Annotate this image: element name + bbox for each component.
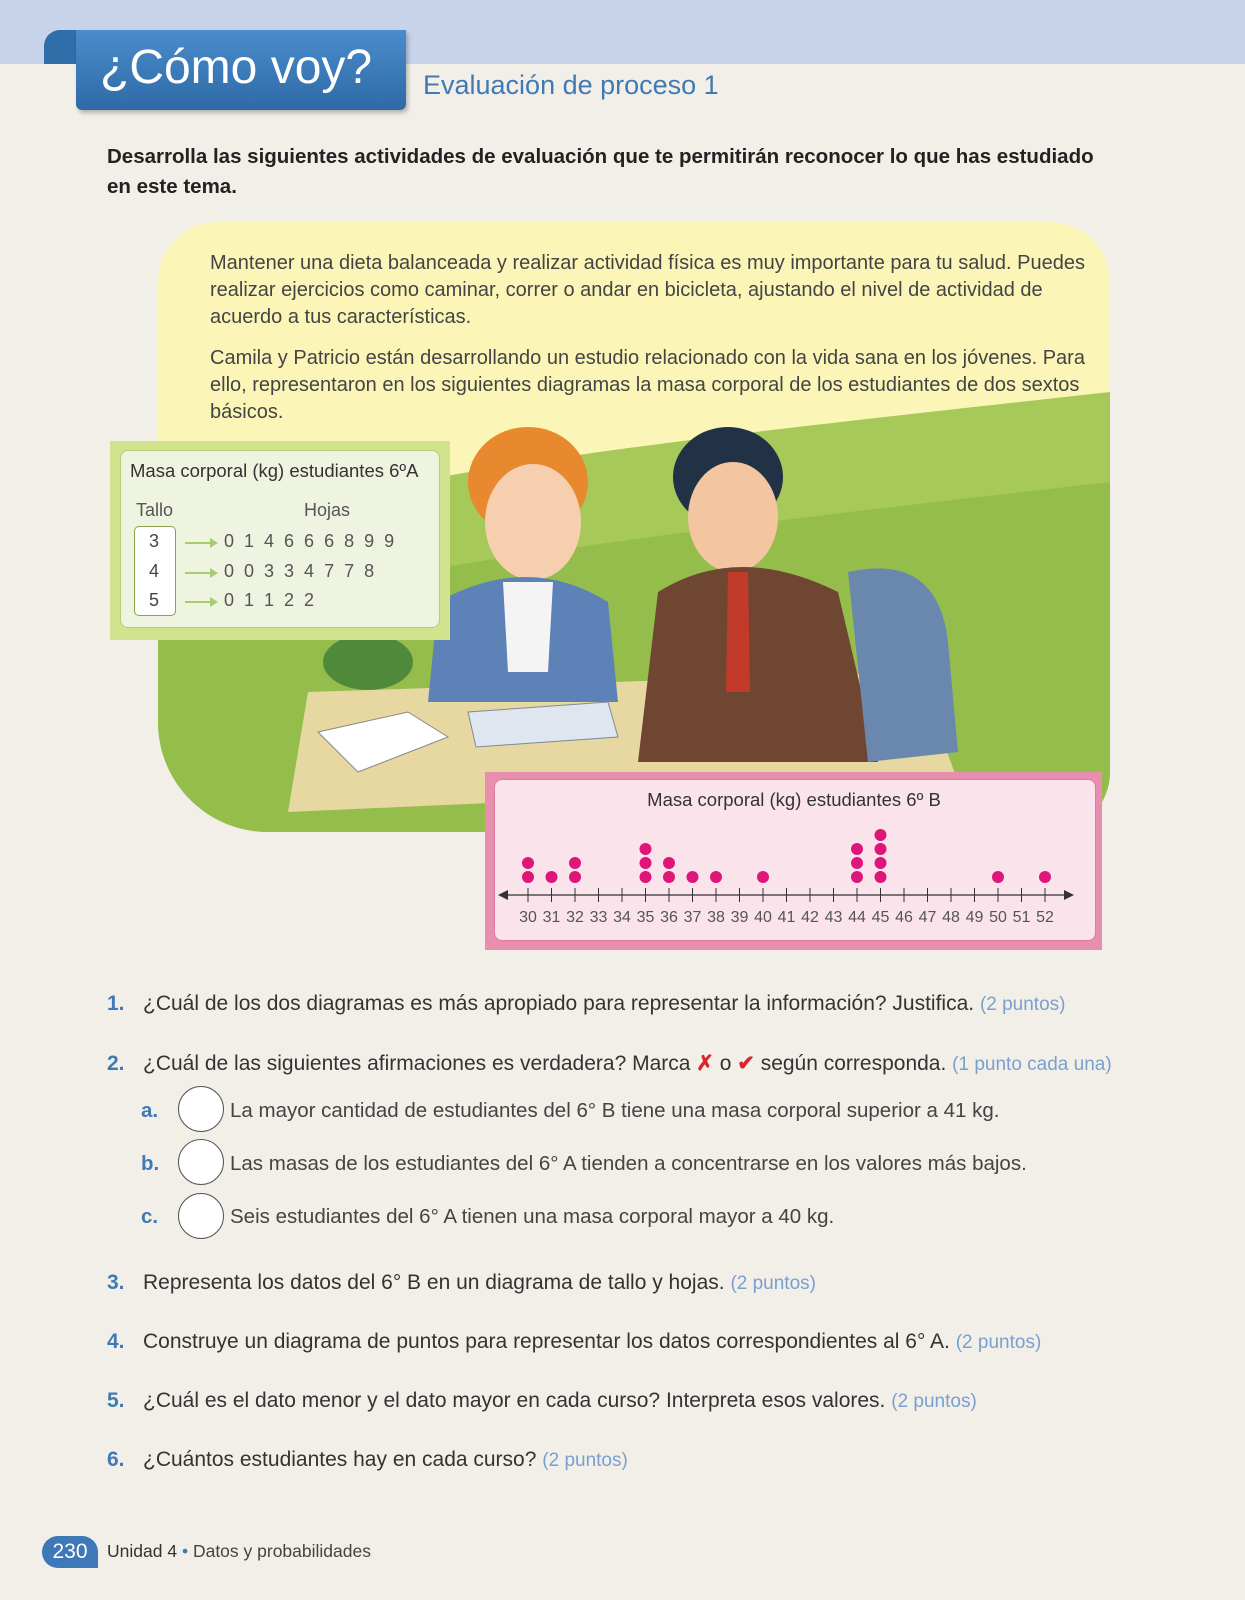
stem-value: 3 (148, 531, 159, 551)
tick-label: 43 (824, 909, 843, 926)
question-text: ¿Cuál es el dato menor y el dato mayor en cada curso? Interpreta esos valores. (143, 1389, 886, 1412)
axis-arrow-right (1064, 890, 1074, 900)
tick-label: 39 (730, 909, 749, 926)
arrow-icon (185, 601, 215, 603)
tick-label: 45 (871, 909, 890, 926)
option-letter: b. (141, 1152, 160, 1175)
data-dot (522, 871, 534, 883)
data-dot (546, 871, 558, 883)
question-number: 1. (107, 992, 125, 1015)
arrow-icon (185, 572, 215, 574)
tick-label: 49 (965, 909, 984, 926)
footer-separator: • (181, 1541, 189, 1561)
intro-instructions: Desarrolla las siguientes actividades de evaluación que te permitirán reconocer lo que has estudiado en este tema. (107, 145, 1094, 198)
data-dot (851, 843, 863, 855)
question-6 (107, 1448, 628, 1472)
question-points: (1 punto cada una) (952, 1054, 1112, 1075)
page-title: ¿Cómo voy? (100, 41, 373, 94)
footer-unit (107, 1541, 371, 1562)
story-paragraph-1: Mantener una dieta balanceada y realizar actividad física es muy importante para tu salud. Puedes realizar ejercicios como caminar, correr o andar en bicicleta, ajustando el nivel de actividad de acuerdo a tus características. (210, 252, 1085, 328)
data-dot (875, 857, 887, 869)
axis-arrow-left (498, 890, 508, 900)
check-mark-icon: ✔ (737, 1052, 755, 1075)
story-paragraph-2: Camila y Patricio están desarrollando un estudio relacionado con la vida sana en los jóvenes. Para ello, representaron en los siguientes diagramas la masa corporal de los estudiantes de dos sextos básicos. (210, 347, 1085, 423)
tick-label: 37 (683, 909, 702, 926)
data-dot (710, 871, 722, 883)
answer-circle-a[interactable] (178, 1086, 224, 1132)
tick-label: 50 (989, 909, 1007, 926)
tick-label: 33 (589, 909, 608, 926)
option-letter: a. (141, 1099, 159, 1122)
tick-label: 32 (566, 909, 584, 926)
data-dot (569, 871, 581, 883)
leaf-values: 0 0 3 3 4 7 7 8 (224, 561, 375, 581)
data-dot (687, 871, 699, 883)
stem-leaf-title: Masa corporal (kg) estudiantes 6ºA (130, 460, 419, 481)
tick-label: 35 (636, 909, 655, 926)
question-text: ¿Cuál de las siguientes afirmaciones es verdadera? Marca (143, 1052, 697, 1075)
data-dot (640, 843, 652, 855)
answer-circle-c[interactable] (178, 1193, 224, 1239)
leaf-values: 0 1 1 2 2 (224, 590, 315, 610)
data-dot (522, 857, 534, 869)
tick-label: 36 (660, 909, 678, 926)
data-dot (875, 871, 887, 883)
tick-label: 30 (519, 909, 537, 926)
question-2 (107, 1051, 1112, 1076)
woman-blouse (503, 582, 553, 672)
answer-circle-b[interactable] (178, 1139, 224, 1185)
data-dot (663, 871, 675, 883)
tick-label: 47 (918, 909, 937, 926)
question-5 (107, 1389, 977, 1413)
question-points: (2 puntos) (730, 1273, 816, 1294)
question-text-end: según corresponda. (754, 1052, 947, 1075)
tick-label: 42 (801, 909, 819, 926)
option-text: Seis estudiantes del 6° A tienen una masa corporal mayor a 40 kg. (230, 1205, 835, 1228)
tick-label: 41 (777, 909, 796, 926)
cross-mark-icon: ✗ (696, 1052, 714, 1075)
man-face (688, 462, 778, 572)
data-dot (992, 871, 1004, 883)
tick-label: 48 (942, 909, 960, 926)
leaf-header: Hojas (304, 500, 351, 520)
dot-plot-title: Masa corporal (kg) estudiantes 6º B (647, 789, 941, 810)
arrow-icon (185, 542, 215, 544)
data-dot (875, 843, 887, 855)
question-text: Construye un diagrama de puntos para representar los datos correspondientes al 6° A. (143, 1330, 950, 1353)
question-points: (2 puntos) (955, 1332, 1042, 1353)
question-number: 6. (107, 1448, 125, 1471)
footer-unit-label: Unidad 4 (107, 1541, 178, 1561)
plant-icon (323, 634, 413, 690)
question-points: (2 puntos) (542, 1450, 628, 1471)
man-tie (726, 572, 750, 692)
question-number: 5. (107, 1389, 125, 1412)
question-number: 3. (107, 1271, 125, 1294)
page-number: 230 (42, 1536, 98, 1568)
question-4 (107, 1330, 1041, 1354)
stem-value: 5 (148, 590, 159, 610)
data-dot (757, 871, 769, 883)
data-dot (640, 871, 652, 883)
dot-plot-chart (494, 815, 1094, 935)
question-1 (107, 992, 1065, 1016)
tick-label: 52 (1036, 909, 1054, 926)
question-number: 4. (107, 1330, 125, 1353)
option-letter: c. (141, 1205, 159, 1228)
data-dot (851, 871, 863, 883)
option-text: La mayor cantidad de estudiantes del 6° B tiene una masa corporal superior a 41 kg. (230, 1099, 1000, 1122)
question-number: 2. (107, 1052, 125, 1075)
data-dot (640, 857, 652, 869)
question-text: ¿Cuántos estudiantes hay en cada curso? (143, 1448, 537, 1471)
leaf-values: 0 1 4 6 6 6 8 9 9 (224, 531, 395, 551)
data-dot (569, 857, 581, 869)
page-subtitle: Evaluación de proceso 1 (423, 70, 719, 100)
tick-label: 34 (613, 909, 631, 926)
stem-header: Tallo (136, 500, 174, 520)
question-text: Representa los datos del 6° B en un diagrama de tallo y hojas. (143, 1271, 725, 1294)
title-tab-decoration (44, 30, 78, 64)
data-dot (1039, 871, 1051, 883)
data-dot (663, 857, 675, 869)
tick-label: 31 (542, 909, 561, 926)
tick-label: 51 (1012, 909, 1031, 926)
question-points: (2 puntos) (891, 1391, 977, 1412)
question-points: (2 puntos) (979, 994, 1066, 1015)
question-text-connector: o (713, 1052, 738, 1075)
tick-label: 44 (848, 909, 866, 926)
stem-value: 4 (148, 561, 159, 581)
question-text: ¿Cuál de los dos diagramas es más apropiado para representar la información? Justifica. (143, 992, 975, 1015)
woman-face (485, 464, 581, 580)
question-3 (107, 1271, 816, 1295)
data-dot (851, 857, 863, 869)
tick-label: 46 (895, 909, 913, 926)
tick-label: 40 (754, 909, 772, 926)
tick-label: 38 (707, 909, 725, 926)
footer-topic: Datos y probabilidades (192, 1541, 371, 1561)
data-dot (875, 829, 887, 841)
option-text: Las masas de los estudiantes del 6° A tienden a concentrarse en los valores más bajos. (230, 1152, 1027, 1175)
